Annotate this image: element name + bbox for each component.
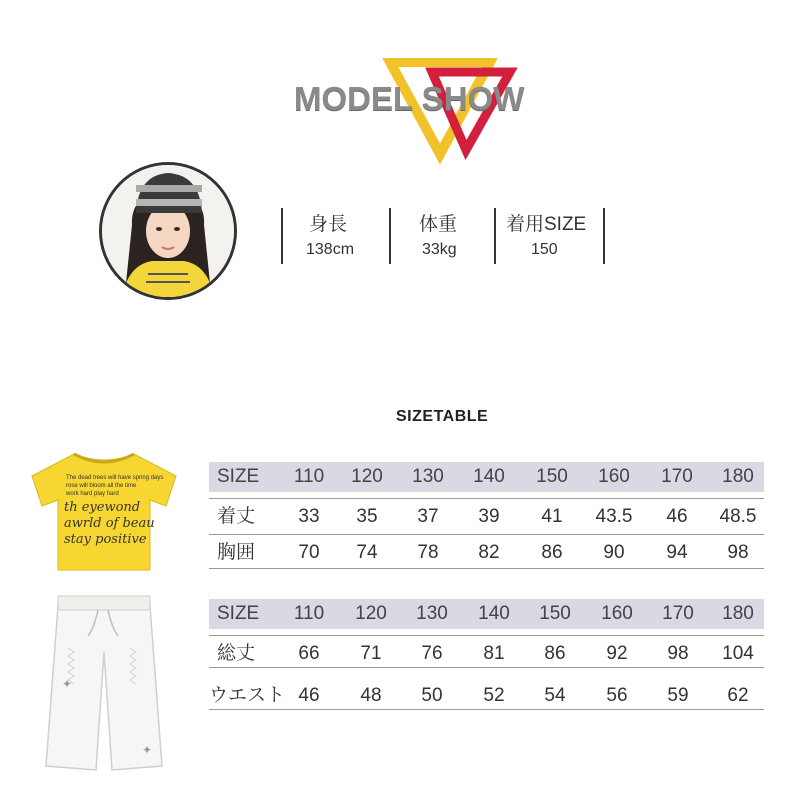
table-cell: 78 — [417, 542, 439, 563]
stat-size-label: 着用SIZE — [506, 214, 587, 235]
shirt-print-line: stay positive — [64, 532, 147, 547]
table-cell: 66 — [298, 643, 320, 664]
table-cell: 54 — [544, 685, 566, 706]
table-cell: 48 — [360, 685, 382, 706]
table-cell: 35 — [356, 506, 378, 527]
model-avatar — [99, 162, 237, 300]
size-header-cell: 120 — [355, 603, 387, 624]
size-header-label: SIZE — [217, 466, 260, 487]
size-header-cell: 130 — [412, 466, 444, 487]
size-header-cell: 160 — [598, 466, 630, 487]
stat-divider — [494, 208, 496, 264]
size-header-cell: 170 — [662, 603, 694, 624]
stat-divider — [603, 208, 605, 264]
stat-weight-value: 33kg — [422, 241, 457, 258]
size-header-cell: 180 — [722, 603, 754, 624]
table-divider — [209, 498, 764, 499]
stat-divider — [389, 208, 391, 264]
table-divider — [209, 635, 764, 636]
size-header-cell: 140 — [478, 603, 510, 624]
top-size-table — [209, 462, 764, 572]
size-header-cell: 160 — [601, 603, 633, 624]
table-cell: 46 — [666, 506, 688, 527]
table-divider — [209, 709, 764, 710]
size-header-cell: 120 — [351, 466, 383, 487]
table-cell: 46 — [298, 685, 320, 706]
table-cell: 98 — [667, 643, 689, 664]
table-cell: 33 — [298, 506, 320, 527]
model-show-logo — [290, 58, 540, 168]
table-cell: 50 — [421, 685, 443, 706]
shirt-print-line: The dead trees will have spring days — [66, 475, 164, 481]
table-cell: 81 — [483, 643, 505, 664]
shirt-print-line: th eyewond — [64, 500, 141, 515]
table-cell: 71 — [360, 643, 382, 664]
size-header-cell: 150 — [536, 466, 568, 487]
size-header-cell: 140 — [473, 466, 505, 487]
table-cell: 86 — [541, 542, 563, 563]
stat-height-value: 138cm — [306, 241, 355, 258]
table-cell: 82 — [478, 542, 500, 563]
table-row — [209, 681, 764, 711]
shirt-print-line: work hard play hard — [66, 491, 119, 497]
row-label: ウエスト — [209, 685, 286, 706]
size-header-cell: 150 — [539, 603, 571, 624]
size-header-cell: 110 — [293, 603, 325, 624]
row-label: 胸囲 — [217, 542, 256, 563]
table-cell: 62 — [727, 685, 749, 706]
size-header-label: SIZE — [217, 603, 260, 624]
model-portrait-icon — [102, 165, 234, 297]
table-cell: 74 — [356, 542, 378, 563]
table-cell: 39 — [478, 506, 500, 527]
table-header-row — [209, 599, 764, 629]
shirt-print-line: rose will bloom all the time — [66, 483, 137, 489]
stat-height-label: 身長 — [309, 214, 348, 235]
table-cell: 59 — [667, 685, 689, 706]
shirt-print-line: awrld of beau — [64, 516, 155, 531]
bottom-size-table — [209, 599, 764, 711]
size-header-cell: 110 — [293, 466, 325, 487]
table-cell: 76 — [421, 643, 443, 664]
table-row — [209, 502, 764, 532]
table-header-row — [209, 462, 764, 492]
sizetable-title: SIZETABLE — [396, 408, 489, 425]
table-cell: 86 — [544, 643, 566, 664]
stat-weight-label: 体重 — [419, 214, 458, 235]
row-label: 着丈 — [217, 506, 256, 527]
table-cell: 94 — [666, 542, 688, 563]
stat-size-value: 150 — [531, 241, 558, 258]
size-header-cell: 130 — [416, 603, 448, 624]
svg-text:✦: ✦ — [142, 743, 153, 757]
size-header-cell: 180 — [722, 466, 754, 487]
table-cell: 48.5 — [719, 506, 757, 527]
pants-icon — [38, 588, 168, 778]
size-header-cell: 170 — [661, 466, 693, 487]
logo-text: MODEL SHOW — [294, 80, 525, 117]
table-cell: 37 — [417, 506, 439, 527]
table-row — [209, 538, 764, 568]
table-row — [209, 639, 764, 669]
table-cell: 70 — [298, 542, 320, 563]
table-cell: 90 — [603, 542, 625, 563]
table-cell: 104 — [722, 643, 754, 664]
table-divider — [209, 667, 764, 668]
table-cell: 52 — [483, 685, 505, 706]
pants-image — [38, 588, 168, 778]
table-divider — [209, 534, 764, 535]
table-cell: 41 — [541, 506, 563, 527]
table-cell: 98 — [727, 542, 749, 563]
svg-text:✦: ✦ — [62, 677, 73, 691]
stat-divider — [281, 208, 283, 264]
table-cell: 43.5 — [595, 506, 633, 527]
tshirt-image — [24, 448, 184, 578]
table-divider — [209, 568, 764, 569]
table-cell: 56 — [606, 685, 628, 706]
row-label: 総丈 — [217, 643, 256, 664]
table-cell: 92 — [606, 643, 628, 664]
